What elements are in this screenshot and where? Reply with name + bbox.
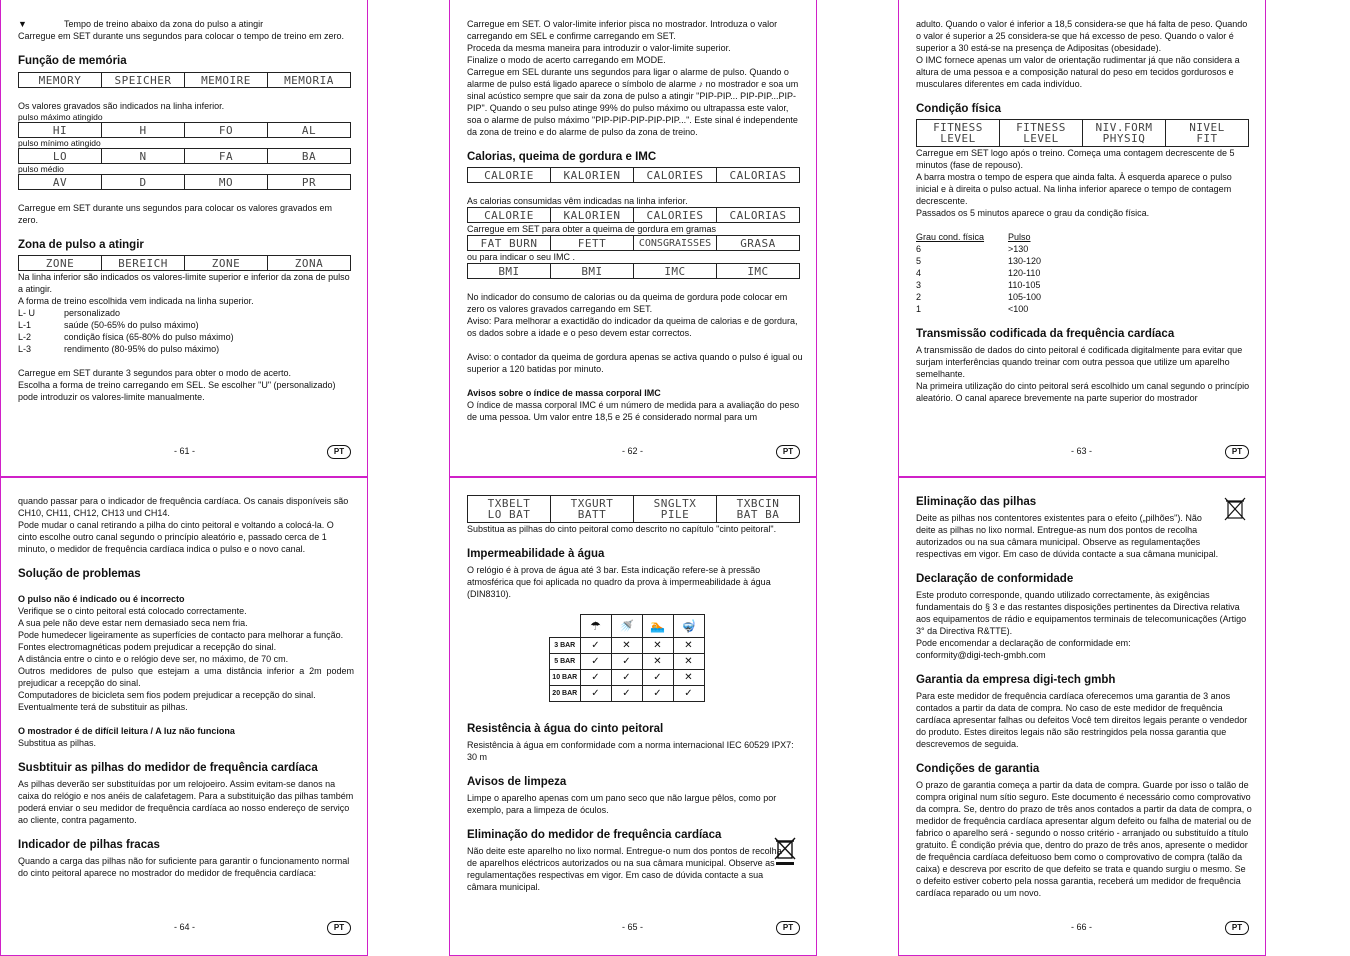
disposal-title: Eliminação do medidor de frequência cardíaca — [467, 829, 722, 841]
lcd-line: TXBCIN — [736, 497, 780, 510]
lcd-cell: AV — [19, 175, 102, 189]
table-cell: ✓ — [580, 654, 611, 670]
text: Este produto corresponde, quando utilizado correctamente, às exigências fundamentais do § 3 e das restantes disposições pertinentes da Directiva relativa aos equipamentos de rádio e equipamentos terminais de telecomunicações (Artigo 3° da Directiva R&TTE). — [916, 590, 1247, 636]
list-item: Computadores de bicicleta sem fios podem prejudicar a recepção do sinal. — [18, 690, 316, 700]
list-item — [18, 319, 354, 331]
imc-text: O índice de massa corporal IMC é um número de medida para a avaliação do peso de uma pessoa. Um valor entre 18,5 e 25 é considerado normal para um — [467, 400, 800, 422]
lcd-cell: FO — [185, 123, 268, 137]
max-lcd — [18, 122, 351, 138]
grade: 4 — [916, 268, 922, 278]
lcd-cell: KALORIEN — [551, 168, 634, 182]
page-number: - 61 - — [174, 446, 196, 456]
list-value: condição física (65-80% do pulso máximo) — [64, 332, 234, 342]
row-label: 20 BAR — [550, 686, 581, 702]
transmission-title: Transmissão codificada da frequência cardíaca — [916, 328, 1175, 340]
lcd-line: BATT — [577, 508, 607, 521]
text: Na primeira utilização do cinto peitoral será escolhido um canal segundo o princípio aleatório. O canal aparece brevemente na parte superior do mostrador — [916, 381, 1250, 403]
table-cell: ✕ — [642, 638, 673, 654]
list-value: personalizado — [64, 308, 121, 318]
lcd-line: LEVEL — [1023, 132, 1059, 145]
language-badge: PT — [327, 445, 351, 459]
grade-col-head: Grau cond. física — [916, 232, 985, 242]
language-badge: PT — [1225, 921, 1249, 935]
table-cell: ✕ — [673, 654, 704, 670]
text: Finalize o modo de acerto carregando em MODE. — [467, 55, 666, 65]
down-arrow-icon: ▼ — [18, 19, 27, 29]
list-key: L-3 — [18, 344, 32, 354]
lcd-cell: CONSGRAISSES — [634, 236, 717, 250]
zone-text-4: Escolha a forma de treino carregando em SEL. Se escolher "U" (personalizado) pode introduzir os valores-limite manualmente. — [18, 380, 336, 402]
rain-icon: ☂ — [580, 615, 611, 638]
warranty-conditions-title: Condições de garantia — [916, 763, 1040, 775]
pulse: 130-120 — [1008, 256, 1042, 266]
list-item: A distância entre o cinto e o relógio deve ser, no máximo, de 70 cm. — [18, 654, 289, 664]
table-cell: ✓ — [673, 686, 704, 702]
list-item: Eventualmente terá de substituir as pilhas. — [18, 702, 188, 712]
lcd-cell — [1083, 120, 1166, 146]
page-number: - 66 - — [1071, 922, 1093, 932]
memory-lcd — [18, 72, 351, 88]
lcd-cell: ZONE — [19, 256, 102, 270]
text: Substitua as pilhas do cinto peitoral como descrito no capítulo "cinto peitoral". — [467, 524, 777, 534]
troubleshooting-title: Solução de problemas — [18, 568, 141, 580]
water-resistance-table — [549, 614, 705, 702]
text: O IMC fornece apenas um valor de orientação rudimentar já que não considera a altura de uma pessoa e a composição natural do peso em tecidos gordurosos e musculares diferentes em cada indivíduo. — [916, 55, 1240, 89]
zone-title: Zona de pulso a atingir — [18, 239, 144, 251]
min-lcd — [18, 148, 351, 164]
page-number: - 62 - — [622, 446, 644, 456]
lcd-cell: MEMOIRE — [185, 73, 268, 87]
pulse: <100 — [1008, 304, 1029, 314]
lcd-line: BAT BA — [736, 508, 780, 521]
lcd-cell: ZONA — [294, 257, 324, 270]
list-item: A sua pele não deve estar nem demasiado seca nem fria. — [18, 618, 248, 628]
lcd-cell: N — [102, 149, 185, 163]
lcd-cell: BEREICH — [102, 256, 185, 270]
fat-lcd — [467, 235, 800, 251]
text: Limpe o aparelho apenas com um pano seco que não largue pêlos, como por exemplo, para a limpeza de óculos. — [467, 793, 777, 815]
page-66 — [916, 495, 1252, 899]
page-number: - 64 - — [174, 922, 196, 932]
table-cell: ✓ — [611, 686, 642, 702]
table-cell: ✓ — [580, 638, 611, 654]
email-link[interactable]: conformity@digi-tech-gmbh.com — [916, 650, 1046, 660]
text: Carregue em SET logo após o treino. Começa uma contagem decrescente de 5 minutos (fase de repouso). — [916, 148, 1235, 170]
imc-title: Avisos sobre o índice de massa corporal IMC — [467, 388, 661, 398]
page-64 — [18, 495, 354, 879]
lcd-cell — [917, 120, 1000, 146]
zone-text-3: Carregue em SET durante 3 segundos para obter o modo de acerto. — [18, 368, 292, 378]
list-key: L-1 — [18, 320, 32, 330]
page-61 — [18, 18, 354, 403]
lcd-cell: FETT — [551, 236, 634, 250]
text: Resistência à água em conformidade com a norma internacional IEC 60529 IPX7: 30 m — [467, 740, 794, 762]
avg-lcd — [18, 174, 351, 190]
water-title: Impermeabilidade à água — [467, 548, 605, 560]
text: Pode mudar o canal retirando a pilha do cinto peitoral e voltando a colocá-la. O cinto escolhe outro canal segundo o princípio aleatório e, passado cerca de 1 minuto, o medidor de frequência cardíaca indica o pulso e o novo canal. — [18, 520, 334, 554]
page-number: - 65 - — [622, 922, 644, 932]
dive-icon: 🤿 — [673, 615, 704, 638]
lcd-cell: CALORIAS — [729, 209, 787, 222]
cleaning-title: Avisos de limpeza — [467, 776, 567, 788]
fitness-title: Condição física — [916, 103, 1001, 115]
text: Não deite este aparelho no lixo normal. Entregue-o num dos pontos de recolha de aparelhos eléctricos autorizados ou na sua câmara municipal. Observe as regulamentações respectivas em vigor. Em caso de dúvida contacte a sua câmara municipal. — [467, 846, 782, 892]
lcd-cell: MEMORIA — [284, 74, 334, 87]
lcd-line: PHYSIQ — [1102, 132, 1146, 145]
warranty-title: Garantia da empresa digi-tech gmbh — [916, 674, 1116, 686]
table-row — [550, 638, 705, 654]
fitness-lcd — [916, 119, 1249, 147]
zone-text-2: A forma de treino escolhida vem indicada na linha superior. — [18, 296, 254, 306]
avg-label: pulso médio — [18, 164, 64, 174]
battery-disposal-title: Eliminação das pilhas — [916, 496, 1037, 508]
text: A barra mostra o tempo de espera que ainda falta. À esquerda aparece o pulso inicial e à direita o pulso actual. Na linha inferior aparece o tempo de contagem decrescente. — [916, 172, 1232, 206]
table-row — [916, 279, 1252, 291]
text: Aviso: Para melhorar a exactidão do indicador da queima de calorias e de gordura, os dados sobre a idade e o peso devem estar correctos. — [467, 316, 798, 338]
table-cell: ✕ — [611, 638, 642, 654]
lcd-line: PILE — [660, 508, 690, 521]
lcd-cell: CALORIE — [468, 168, 551, 182]
lcd-cell: CALORIES — [634, 208, 717, 222]
intro-text-2: Carregue em SET durante uns segundos para colocar o tempo de treino em zero. — [18, 31, 345, 41]
intro-line — [18, 18, 354, 30]
alarm-icon: ♪ — [698, 79, 704, 89]
lcd-line: LO BAT — [487, 508, 531, 521]
text: Proceda da mesma maneira para introduzir o valor-limite superior. — [467, 43, 731, 53]
weee-bin-icon — [774, 836, 794, 871]
text — [467, 66, 803, 138]
text: A transmissão de dados do cinto peitoral é codificada digitalmente para evitar que surjam interferências quando treinar com outra pessoa que utilize um aparelho semelhante. — [916, 345, 1243, 379]
max-label: pulso máximo atingido — [18, 112, 103, 122]
text: O prazo de garantia começa a partir da data de compra. Guarde por isso o talão de compra original num sítio seguro. Este documento é necessário como comprovativo da compra. Se, dentro do prazo de três anos contados a partir da data de compra, o medidor de frequência cardíaca apresentar algum defeito ou falha de material ou de fabrico o aparelho será - segundo o nosso critério - arranjado ou substituído a título gratuito. É condição prévia que, dentro do prazo de três anos, apresente o medidor de frequência cardíaca defeituoso bem como o comprovativo de compra (talão da caixa) e descreva por escrito de que defeito se trata e quando surgiu o mesmo. Se o defeito estiver coberto pela nossa garantia, receberá um medidor de frequência cardíaca reparado ou um novo. — [916, 780, 1252, 898]
table-row — [550, 654, 705, 670]
lcd-cell: PR — [301, 176, 317, 189]
zone-text-1: Na linha inferior são indicados os valores-limite superior e inferior da zona de pulso a atingir. — [18, 272, 350, 294]
memory-text: Os valores gravados são indicados na linha inferior. — [18, 101, 225, 111]
intro-text: Tempo de treino abaixo da zona do pulso a atingir — [64, 19, 264, 29]
battery-title: Susbtituir as pilhas do medidor de frequência cardíaca — [18, 762, 318, 774]
lcd-line: TXBELT — [487, 497, 531, 510]
table-row — [550, 670, 705, 686]
table-row — [916, 303, 1252, 315]
pulse-col-head: Pulso — [1008, 232, 1031, 242]
lcd-cell — [634, 496, 717, 522]
lcd-cell: BMI — [468, 264, 551, 278]
language-badge: PT — [327, 921, 351, 935]
lcd-cell: BA — [301, 150, 317, 163]
list-item — [18, 331, 354, 343]
alarm-text-2: no mostrador e soa um sinal acústico sempre que sair da zona de pulso a atingir "PIP-PIP... PIP-PIP...PIP-PIP". Quando o seu pulso atinge 99% do pulso máximo ou ultrapassa este valor, soa o alarme de pulso máximo "PIP-PIP-PIP-PIP-PIP...". Este sinal é independente da zona de treino e do alarme de pulso da zona de treino. — [467, 79, 799, 137]
page-63 — [916, 18, 1252, 404]
zone-lcd — [18, 255, 351, 271]
lcd-cell: CALORIES — [634, 168, 717, 182]
table-cell: ✓ — [642, 686, 673, 702]
text: Pode encomendar a declaração de conformidade em: — [916, 638, 1131, 648]
fat-text: Carregue em SET para obter a queima de gordura em gramas — [467, 224, 716, 234]
text: adulto. Quando o valor é inferior a 18,5 considera-se que há falta de peso. Quando o valor é superior a 25 considera-se que há excesso de peso. Quando o valor é superior a 30 está-se na presença de Adipositas (obesidade). — [916, 19, 1248, 53]
battery-bin-icon — [1224, 496, 1244, 527]
calories-title: Calorias, queima de gordura e IMC — [467, 151, 657, 163]
shower-icon: 🚿 — [611, 615, 642, 638]
list-key: L-2 — [18, 332, 32, 342]
lcd-line: LEVEL — [940, 132, 976, 145]
calories-lcd-2 — [467, 207, 800, 223]
text: No indicador do consumo de calorias ou da queima de gordura pode colocar em zero os valores gravados carregando em SET. — [467, 292, 788, 314]
table-cell: ✓ — [580, 686, 611, 702]
lcd-cell: CALORIE — [468, 208, 551, 222]
list-value: saúde (50-65% do pulso máximo) — [64, 320, 199, 330]
table-cell: ✓ — [611, 654, 642, 670]
pulse: >130 — [1008, 244, 1029, 254]
table-row — [916, 267, 1252, 279]
lcd-line: FIT — [1196, 132, 1218, 145]
lcd-cell: ZONE — [185, 256, 268, 270]
pulse: 120-110 — [1008, 268, 1041, 278]
conformity-title: Declaração de conformidade — [916, 573, 1074, 585]
table-row — [916, 243, 1252, 255]
list-item — [18, 343, 354, 355]
lcd-cell: D — [102, 175, 185, 189]
language-badge: PT — [776, 445, 800, 459]
text: Passados os 5 minutos aparece o grau da condição física. — [916, 208, 1150, 218]
lcd-cell: H — [102, 123, 185, 137]
grade-header — [916, 231, 1252, 243]
low-battery-lcd — [467, 495, 800, 523]
text: Quando a carga das pilhas não for suficiente para garantir o funcionamento normal do cinto peitoral aparece no mostrador do medidor de frequência cardíaca: — [18, 856, 350, 878]
lcd-line: TXGURT — [570, 497, 614, 510]
list-item: Pode humedecer ligeiramente as superfícies de contacto para melhorar a função. — [18, 630, 344, 640]
language-badge: PT — [776, 921, 800, 935]
grade: 1 — [916, 304, 922, 314]
lcd-line: NIV.FORM — [1095, 121, 1153, 134]
memory-title: Função de memória — [18, 55, 127, 67]
pulse: 110-105 — [1008, 280, 1041, 290]
table-row — [916, 291, 1252, 303]
low-battery-title: Indicador de pilhas fracas — [18, 839, 160, 851]
lcd-cell: FA — [185, 149, 268, 163]
lcd-cell — [1166, 120, 1248, 146]
calories-text: As calorias consumidas vêm indicadas na linha inferior. — [467, 196, 688, 206]
lcd-line: NIVEL — [1189, 121, 1225, 134]
lcd-cell: IMC — [747, 265, 769, 278]
calories-lcd — [467, 167, 800, 183]
lcd-cell: MEMORY — [19, 73, 102, 87]
table-row — [916, 255, 1252, 267]
pulse: 105-100 — [1008, 292, 1042, 302]
bmi-lcd — [467, 263, 800, 279]
alarm-text: Carregue em SEL durante uns segundos para ligar o alarme de pulso. Quando o alarme de pulso está ligado aparece o símbolo de alarme — [467, 67, 789, 89]
grade: 3 — [916, 280, 922, 290]
row-label: 10 BAR — [550, 670, 581, 686]
lcd-cell: GRASA — [740, 237, 776, 250]
lcd-cell — [717, 496, 799, 522]
table-cell: ✓ — [642, 670, 673, 686]
text: O relógio é à prova de água até 3 bar. Esta indicação refere-se à pressão atmosférica que foi aplicada no quadro da prova à impermeabilidade à água (DIN8310). — [467, 565, 771, 599]
table-cell: ✕ — [673, 638, 704, 654]
lcd-cell: BMI — [551, 264, 634, 278]
list-item: Fontes electromagnéticas podem prejudicar a recepção do sinal. — [18, 642, 277, 652]
swim-icon: 🏊 — [642, 615, 673, 638]
grade: 5 — [916, 256, 922, 266]
list-item: Outros medidores de pulso que estejam a uma distância inferior a 2m podem prejudicar a recepção do sinal. — [18, 666, 354, 688]
lcd-line: FITNESS — [933, 121, 983, 134]
page-number: - 63 - — [1071, 446, 1093, 456]
grade: 2 — [916, 292, 922, 302]
grade: 6 — [916, 244, 922, 254]
lcd-cell: AL — [301, 124, 317, 137]
text: quando passar para o indicador de frequência cardíaca. Os canais disponíveis são CH10, CH11, CH12, CH13 und CH14. — [18, 496, 349, 518]
lcd-line: FITNESS — [1016, 121, 1066, 134]
table-cell: ✕ — [642, 654, 673, 670]
text: Deite as pilhas nos contentores existentes para o efeito („pilhões"). Não deite as pilhas no lixo normal. Entregue-as num dos pontos de recolha autorizados ou na sua câmara municipal. Observe as regulamentações respectivas em vigor. Em caso de dúvida contacte a sua câmana municipal. — [916, 513, 1219, 559]
lcd-cell: MO — [185, 175, 268, 189]
text: Substitua as pilhas. — [18, 738, 97, 748]
lcd-cell: LO — [19, 149, 102, 163]
row-label: 3 BAR — [550, 638, 581, 654]
list-value: rendimento (80-95% do pulso máximo) — [64, 344, 220, 354]
table-corner — [550, 615, 581, 638]
table-cell: ✓ — [580, 670, 611, 686]
text: Aviso: o contador da queima de gordura apenas se activa quando o pulso é igual ou superior a 120 batidas por minuto. — [467, 352, 803, 374]
table-cell: ✕ — [673, 670, 704, 686]
list-key: L- U — [18, 308, 36, 318]
bmi-text: ou para indicar o seu IMC . — [467, 252, 576, 262]
reset-text: Carregue em SET durante uns segundos para colocar os valores gravados em zero. — [18, 203, 333, 225]
min-label: pulso mínimo atingido — [18, 138, 101, 148]
lcd-cell — [551, 496, 634, 522]
lcd-cell — [468, 496, 551, 522]
lcd-cell: SPEICHER — [102, 73, 185, 87]
lcd-cell: KALORIEN — [551, 208, 634, 222]
troubleshooting-subtitle: O pulso não é indicado ou é incorrecto — [18, 594, 185, 604]
lcd-cell: CALORIAS — [729, 169, 787, 182]
text: As pilhas deverão ser substituídas por um relojoeiro. Assim evitam-se danos na caixa do relógio e nos anéis de calafetagem. Para a substituição das pilhas também poderá enviar o seu medidor de frequência cardíaca ao nosso endereço de serviço ao cliente, contra pagamento. — [18, 779, 354, 825]
language-badge: PT — [1225, 445, 1249, 459]
lcd-cell: HI — [19, 123, 102, 137]
list-item: Verifique se o cinto peitoral está colocado correctamente. — [18, 606, 247, 616]
lcd-cell — [1000, 120, 1083, 146]
page-65 — [467, 495, 803, 893]
row-label: 5 BAR — [550, 654, 581, 670]
text: Para este medidor de frequência cardíaca oferecemos uma garantia de 3 anos contados a partir da data de compra. No caso de este medidor de frequência cardíaca apresentar falhas ou defeitos Você tem direitos legais perante o vendedor do produto. Estes direitos legais não são restringidos pela nossa garantia que descrevemos de seguida. — [916, 691, 1248, 749]
table-row — [550, 686, 705, 702]
display-subtitle: O mostrador é de difícil leitura / A luz não funciona — [18, 726, 235, 736]
text: Carregue em SET. O valor-limite inferior pisca no mostrador. Introduza o valor carregando em SEL e confirme carregando em SET. — [467, 19, 778, 41]
page-62 — [467, 18, 803, 423]
list-item — [18, 307, 354, 319]
lcd-cell: IMC — [634, 264, 717, 278]
lcd-cell: FAT BURN — [468, 236, 551, 250]
lcd-line: SNGLTX — [653, 497, 697, 510]
table-row — [550, 615, 705, 638]
belt-water-title: Resistência à água do cinto peitoral — [467, 723, 664, 735]
table-cell: ✓ — [611, 670, 642, 686]
